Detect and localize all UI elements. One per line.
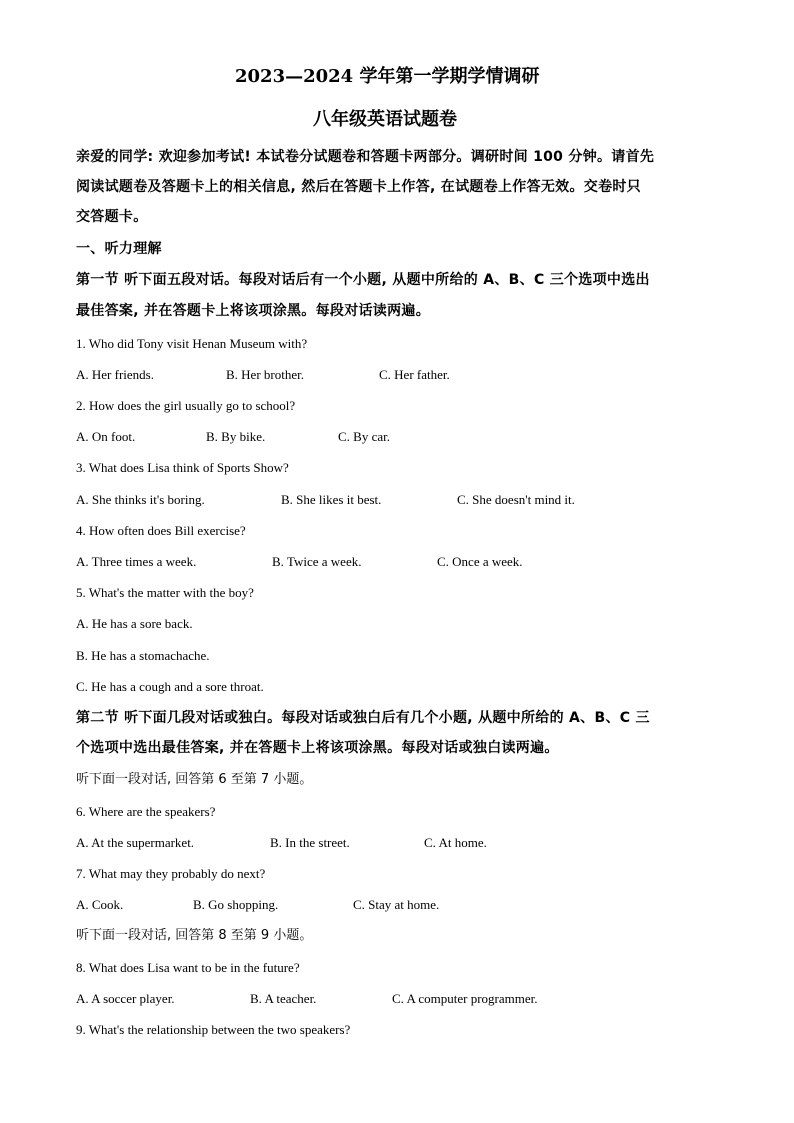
section2-instruction-1: 第二节 听下面几段对话或独白。每段对话或独白后有几个小题, 从题中所给的 A、B、C 三 [76,710,650,726]
question-stem: 7. What may they probably do next? [76,866,266,881]
dialogue-instruction: 听下面一段对话, 回答第 6 至第 7 小题。 [76,772,313,787]
option-a: A. He has a sore back. [76,616,193,631]
option-c: C. Her father. [379,367,450,382]
option-a: A. She thinks it's boring. [76,492,205,507]
option-c: C. A computer programmer. [392,991,538,1006]
dialogue-instruction: 听下面一段对话, 回答第 8 至第 9 小题。 [76,928,313,943]
option-b: B. Her brother. [226,367,304,382]
option-b: B. She likes it best. [281,492,382,507]
option-c: C. He has a cough and a sore throat. [76,679,264,694]
option-b: B. He has a stomachache. [76,648,210,663]
section1-instruction-2: 最佳答案, 并在答题卡上将该项涂黑。每段对话读两遍。 [76,303,430,319]
option-b: B. Go shopping. [193,897,279,912]
question-stem: 2. How does the girl usually go to school? [76,398,296,413]
question-stem: 4. How often does Bill exercise? [76,523,246,538]
intro-line-2: 阅读试题卷及答题卡上的相关信息, 然后在答题卡上作答, 在试题卷上作答无效。交卷时只 [76,179,641,195]
option-c: C. Stay at home. [353,897,440,912]
option-b: B. By bike. [206,429,266,444]
exam-title: 2023—2024 学年第一学期学情调研 [235,66,540,87]
option-c: C. By car. [338,429,390,444]
option-a: A. Her friends. [76,367,154,382]
question-stem: 1. Who did Tony visit Henan Museum with? [76,336,308,351]
exam-subtitle: 八年级英语试题卷 [313,109,457,130]
option-b: B. A teacher. [250,991,317,1006]
option-a: A. On foot. [76,429,136,444]
question-stem: 9. What's the relationship between the two speakers? [76,1022,351,1037]
intro-line-1: 亲爱的同学: 欢迎参加考试! 本试卷分试题卷和答题卡两部分。调研时间 100 分钟。请首先 [76,149,655,165]
section1-instruction-1: 第一节 听下面五段对话。每段对话后有一个小题, 从题中所给的 A、B、C 三个选项中选出 [76,272,650,288]
option-b: B. Twice a week. [272,554,362,569]
question-stem: 3. What does Lisa think of Sports Show? [76,460,289,475]
option-a: A. Three times a week. [76,554,197,569]
question-stem: 6. Where are the speakers? [76,804,216,819]
intro-line-3: 交答题卡。 [76,209,148,225]
option-a: A. Cook. [76,897,124,912]
question-stem: 8. What does Lisa want to be in the future? [76,960,300,975]
option-a: A. At the supermarket. [76,835,195,850]
part-heading: 一、听力理解 [76,241,162,257]
option-b: B. In the street. [270,835,350,850]
option-c: C. Once a week. [437,554,523,569]
option-c: C. At home. [424,835,487,850]
question-stem: 5. What's the matter with the boy? [76,585,254,600]
section2-instruction-2: 个选项中选出最佳答案, 并在答题卡上将该项涂黑。每段对话或独白读两遍。 [76,740,559,756]
option-c: C. She doesn't mind it. [457,492,575,507]
option-a: A. A soccer player. [76,991,175,1006]
